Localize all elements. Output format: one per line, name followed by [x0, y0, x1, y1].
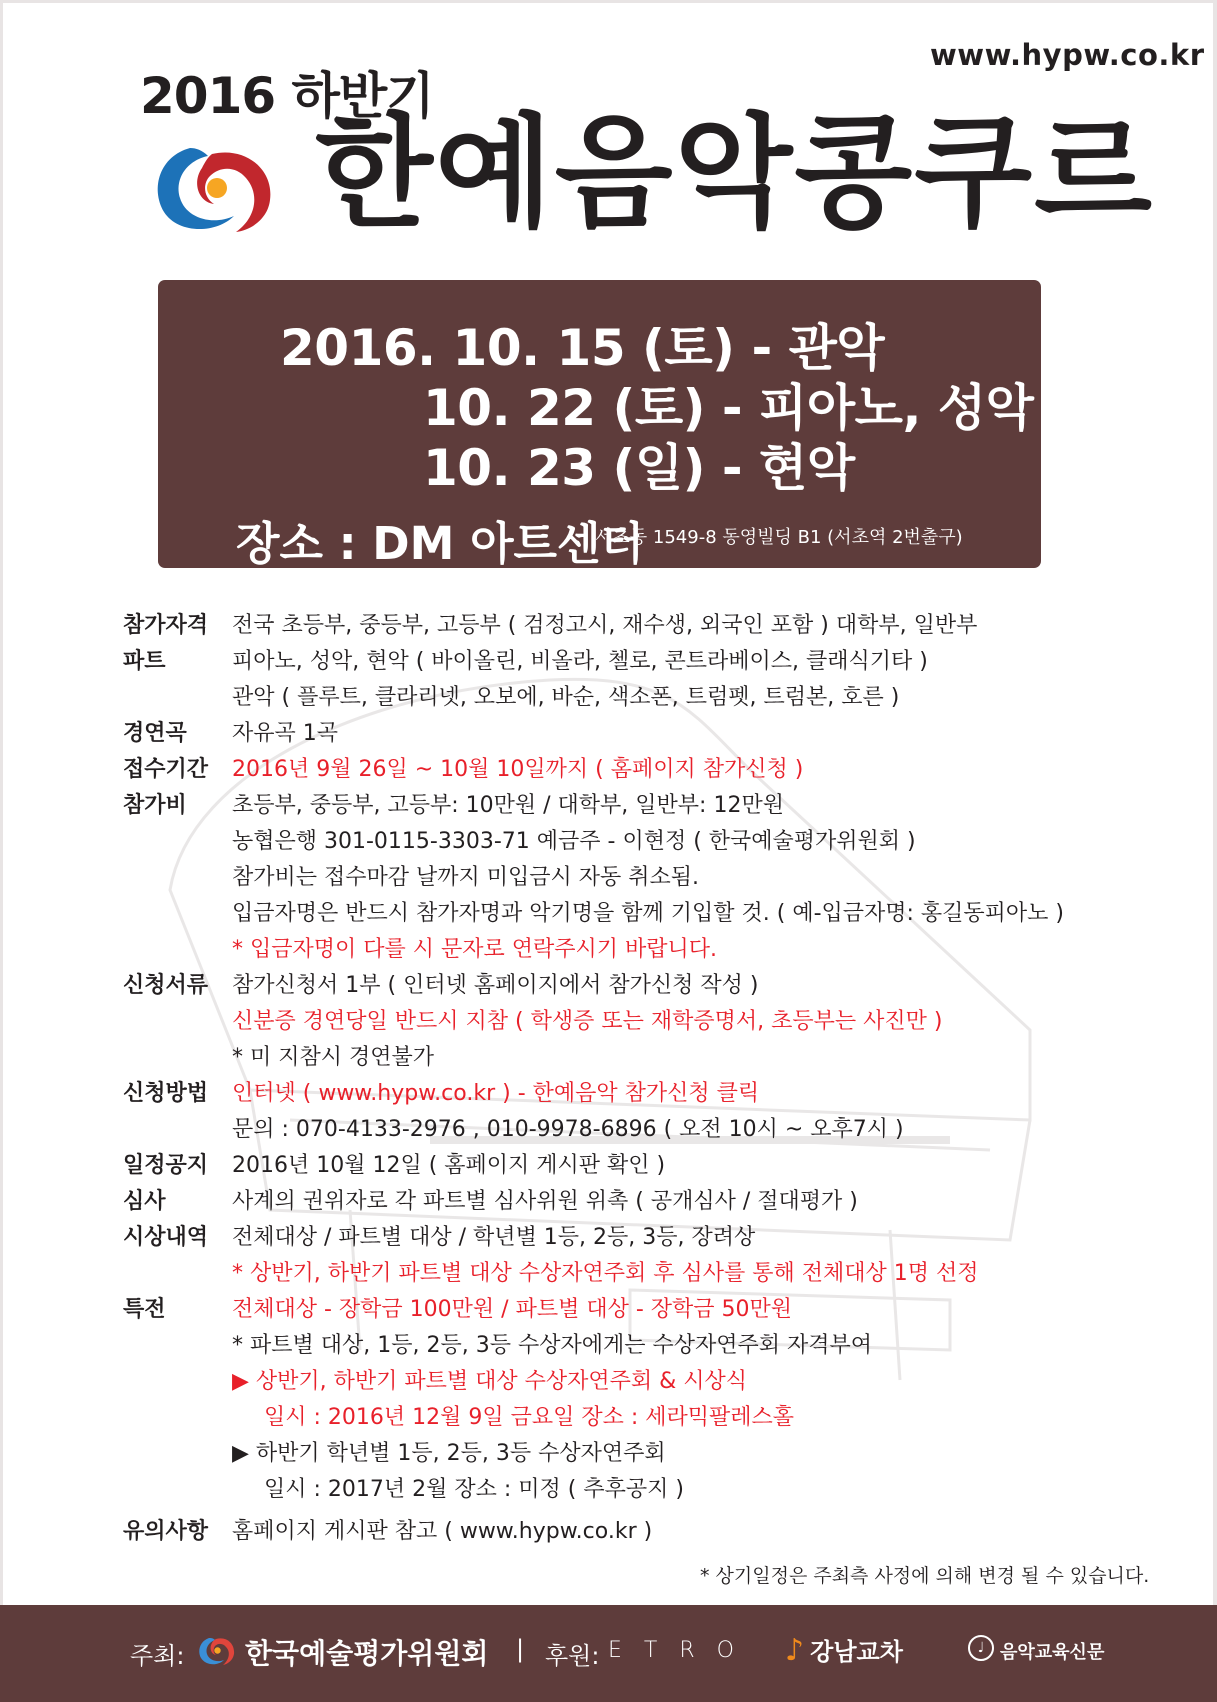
- detail-row-documents: [0, 968, 1217, 1004]
- detail-row-fee-cont: [0, 860, 1217, 896]
- detail-row-eligibility: [0, 608, 1217, 644]
- detail-text: 자유곡 1곡: [232, 721, 338, 746]
- detail-text: 2016년 9월 26일 ~ 10월 10일까지 ( 홈페이지 참가신청 ): [232, 757, 804, 782]
- detail-label: 참가자격: [123, 613, 209, 638]
- schedule-change-note: * 상기일정은 주최측 사정에 의해 변경 될 수 있습니다.: [700, 1565, 1150, 1587]
- detail-text: * 상반기, 하반기 파트별 대상 수상자연주회 후 심사를 통해 전체대상 1명 선정: [232, 1261, 979, 1286]
- detail-text: 초등부, 중등부, 고등부: 10만원 / 대학부, 일반부: 12만원: [232, 793, 784, 818]
- detail-row-benefits-cont: [0, 1400, 1217, 1436]
- detail-text: * 미 지참시 경연불가: [232, 1045, 434, 1070]
- detail-text: ▶ 하반기 학년별 1등, 2등, 3등 수상자연주회: [232, 1441, 666, 1466]
- detail-row-fee-cont: [0, 824, 1217, 860]
- detail-label: 일정공지: [123, 1153, 209, 1178]
- detail-label: 시상내역: [123, 1225, 209, 1250]
- venue-label: 장소 : DM 아트센터: [236, 517, 644, 570]
- detail-text: 관악 ( 플루트, 클라리넷, 오보에, 바순, 색소폰, 트럼펫, 트럼본, 호른 ): [232, 685, 900, 710]
- detail-row-caution: [0, 1514, 1217, 1550]
- detail-text: 전체대상 / 파트별 대상 / 학년별 1등, 2등, 3등, 장려상: [232, 1225, 756, 1250]
- detail-row-benefits: [0, 1292, 1217, 1328]
- schedule-line: 10. 23 (일) - 현악: [423, 439, 855, 497]
- host-logo-icon: [197, 1635, 237, 1667]
- detail-text: 입금자명은 반드시 참가자명과 악기명을 함께 기입할 것. ( 예-입금자명: 홍길동피아노 ): [232, 901, 1065, 926]
- sponsor-gangnam-text: 강남교차: [810, 1638, 903, 1666]
- detail-text: 피아노, 성악, 현악 ( 바이올린, 비올라, 첼로, 콘트라베이스, 클래식기타 ): [232, 649, 928, 674]
- detail-label: 유의사항: [123, 1519, 209, 1544]
- detail-text: * 입금자명이 다를 시 문자로 연락주시기 바랍니다.: [232, 937, 717, 962]
- detail-label: 신청서류: [123, 973, 209, 998]
- detail-label: 파트: [123, 649, 166, 674]
- detail-label: 신청방법: [123, 1081, 209, 1106]
- detail-row-method: [0, 1076, 1217, 1112]
- detail-text: 농협은행 301-0115-3303-71 예금주 - 이현정 ( 한국예술평가위원회 ): [232, 829, 916, 854]
- detail-row-notice: [0, 1148, 1217, 1184]
- detail-text: 신분증 경연당일 반드시 지참 ( 학생증 또는 재학증명서, 초등부는 사진만 ): [232, 1009, 943, 1034]
- sponsor-gangnam-logo: [785, 1632, 903, 1668]
- detail-text: 2016년 10월 12일 ( 홈페이지 게시판 확인 ): [232, 1153, 666, 1178]
- gangnam-mark-icon: ♪: [785, 1633, 805, 1668]
- detail-row-benefits-cont: [0, 1364, 1217, 1400]
- detail-row-benefits-cont: [0, 1328, 1217, 1364]
- schedule-line: 2016. 10. 15 (토) - 관악: [280, 319, 885, 377]
- detail-row-documents-cont: [0, 1040, 1217, 1076]
- detail-row-awards-cont: [0, 1256, 1217, 1292]
- detail-row-part-cont: [0, 680, 1217, 716]
- detail-row-repertoire: [0, 716, 1217, 752]
- detail-text: * 파트별 대상, 1등, 2등, 3등 수상자에게는 수상자연주회 자격부여: [232, 1333, 872, 1358]
- detail-text[interactable]: 인터넷 ( www.hypw.co.kr ) - 한예음악 참가신청 클릭: [232, 1081, 760, 1106]
- venue-address: 서초동 1549-8 동영빌딩 B1 (서초역 2번출구): [595, 527, 963, 548]
- detail-row-fee: [0, 788, 1217, 824]
- detail-text: 전체대상 - 장학금 100만원 / 파트별 대상 - 장학금 50만원: [232, 1297, 793, 1322]
- detail-text: 문의 : 070-4133-2976 , 010-9978-6896 ( 오전 10시 ~ 오후7시 ): [232, 1117, 904, 1142]
- footer-separator: |: [516, 1635, 525, 1663]
- detail-row-benefits-cont: [0, 1436, 1217, 1472]
- main-title: 한예음악콩쿠르: [315, 102, 1154, 244]
- music-paper-icon: ♩: [968, 1635, 994, 1661]
- detail-text: 참가신청서 1부 ( 인터넷 홈페이지에서 참가신청 작성 ): [232, 973, 759, 998]
- detail-row-method-cont: [0, 1112, 1217, 1148]
- detail-text: ▶ 상반기, 하반기 파트별 대상 수상자연주회 & 시상식: [232, 1369, 748, 1394]
- detail-text: 사계의 권위자로 각 파트별 심사위원 위촉 ( 공개심사 / 절대평가 ): [232, 1189, 858, 1214]
- detail-row-benefits-cont: [0, 1472, 1217, 1508]
- detail-label: 경연곡: [123, 721, 187, 746]
- website-url[interactable]: www.hypw.co.kr: [930, 38, 1205, 72]
- detail-row-awards: [0, 1220, 1217, 1256]
- detail-row-fee-cont: [0, 932, 1217, 968]
- detail-row-part: [0, 644, 1217, 680]
- host-name: 한국예술평가위원회: [245, 1637, 489, 1670]
- detail-text: 홈페이지 게시판 참고 ( www.hypw.co.kr ): [232, 1519, 653, 1544]
- schedule-line: 10. 22 (토) - 피아노, 성악: [423, 379, 1034, 437]
- sponsor-label: 후원:: [545, 1642, 600, 1670]
- detail-text: 일시 : 2016년 12월 9일 금요일 장소 : 세라믹팔레스홀: [264, 1405, 795, 1430]
- detail-text: 참가비는 접수마감 날까지 미입금시 자동 취소됨.: [232, 865, 700, 890]
- detail-row-documents-cont: [0, 1004, 1217, 1040]
- detail-row-judging: [0, 1184, 1217, 1220]
- subtitle: 2016 하반기: [140, 67, 434, 125]
- detail-text: 전국 초등부, 중등부, 고등부 ( 검정고시, 재수생, 외국인 포함 ) 대학부, 일반부: [232, 613, 978, 638]
- detail-label: 심사: [123, 1189, 166, 1214]
- host-label: 주최:: [130, 1642, 185, 1670]
- detail-label: 접수기간: [123, 757, 209, 782]
- detail-label: 특전: [123, 1297, 166, 1322]
- detail-row-fee-cont: [0, 896, 1217, 932]
- detail-label: 참가비: [123, 793, 187, 818]
- detail-row-period: [0, 752, 1217, 788]
- sponsor-music-paper: 음악교육신문: [1000, 1642, 1105, 1663]
- footer: [0, 1605, 1217, 1702]
- sponsor-etro-logo: ETRO: [608, 1638, 756, 1663]
- detail-text: 일시 : 2017년 2월 장소 : 미정 ( 추후공지 ): [264, 1477, 684, 1502]
